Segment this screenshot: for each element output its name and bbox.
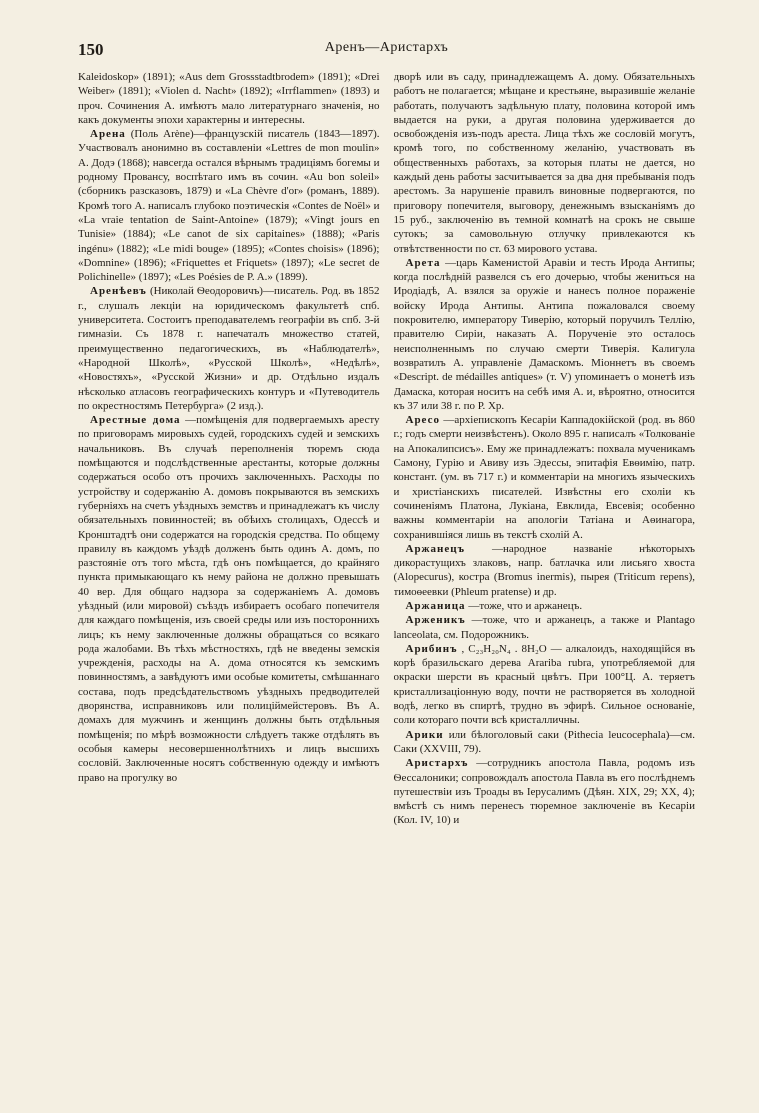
entry-text: —народное названіе нѣкоторыхъ дикорастущихъ злаковъ, напр. батлачка или лисьяго хвоста (Alopecurus), костра (Bromus inermis), пырея (Triticum repens), тимоѳеевки (Phleum pratense) и др. [393,542,695,598]
dictionary-entry [394,728,696,757]
entry-headword: Аржанецъ [405,542,466,555]
entry-text: —тоже, что и аржанецъ. [468,599,583,612]
text-columns [78,70,695,1103]
entry-text: —тоже, что и аржанецъ, а также и Plantago lanceolata, см. Подорожникъ. [393,614,695,641]
entry-headword: Арена [90,128,126,141]
dictionary-entry [394,542,696,599]
page-header [78,40,695,64]
left-column [78,70,380,1103]
right-column [394,70,696,1103]
entry-text: (Николай Ѳеодоровичъ)—писатель. Род. въ 1852 г., слушалъ лекціи на юридическомъ факультетѣ спб. университета. Состоитъ преподавателемъ географіи въ спб. 3-й гимназіи. Съ 1878 г. напечаталъ множество статей, преимущественно педагогическихъ, въ «Наблюдателѣ», «Народной Школѣ», «Русской Школѣ», «Недѣлѣ», «Новостяхъ», «Русской Жизни» и др. Отдѣльно издалъ нѣсколько атласовъ географическихъ контуръ и «Путеводитель по окрестностямъ Петербурга» (2 изд.). [78,285,380,412]
entry-headword: Арибинъ [405,642,458,655]
dictionary-entry [394,413,696,542]
running-title: Аренъ—Аристархъ [324,40,449,55]
dictionary-entry [394,613,696,642]
dictionary-entry [394,599,696,613]
entry-headword: Аристархъ [405,757,469,770]
entry-headword: Аренѣевъ [90,285,147,298]
entry-text: (Поль Arène)—французскій писатель (1843—1897). Участвовалъ анонимно въ составленіи «Lettres de mon moulin» А. Додэ (1868); навсегда остался вѣрнымъ традиціямъ богемы и родному Провансу, воспѣтаго имъ въ сочин. «Au bon soleil» (сборникъ разсказовъ, 1879) и «La Chèvre d'or» (романъ, 1889). Кромѣ того А. написалъ глубоко поэтическія «Contes de Noël» и «La vraie tentation de Saint-Antoine» (1879); «Vingt jours en Tunisie» (1884); «Le canot de six capitaines» (1888); «Paris ingénu» (1882); «Le midi bouge» (1895); «Contes choisis» (1896); «Domnine» (1896); «Friquettes et Friquets» (1897); «Le secret de Polichinelle» (1897); «Les Poésies de P. A.» (1899). [78,128,380,284]
entry-text: дворѣ или въ саду, принадлежащемъ А. дому. Обязательныхъ работъ не полагается; мѣщане и крестьяне, выразившіе желаніе работать, получаютъ задѣльную плату, половина которой имъ выдается на руки, а другая половина удерживается до освобожденія изъ-подъ ареста. Лица тѣхъ же сословій могутъ, кромѣ того, по собственному желанію, участвовать въ общественныхъ работахъ, за которыя платы не дается, но каждый день работы засчитывается за два дня пребыванія подъ арестомъ. За нарушеніе правилъ виновные подвергаются, по приговору попечителя, выговору, денежнымъ взысканіямъ до 15 руб., заключенію въ темной комнатѣ на срокъ не свыше сутокъ; за самовольную отлучку привлекаются къ отвѣтственности по ст. 63 мирового устава. [393,71,695,255]
dictionary-entry [78,413,380,785]
page-number: 150 [78,40,104,59]
entry-text: —помѣщенія для подвергаемыхъ аресту по приговорамъ мировыхъ судей, городскихъ судей и земскихъ начальниковъ. Въ случаѣ переполненія тюремъ сюда помѣщаются и подслѣдственные арестанты, которые должны содержаться особо отъ прочихъ заключенныхъ. Расходы по устройству и содержанію А. домовъ покрываются въ земскихъ губерніяхъ на счетъ уѣздныхъ земствъ и принадлежатъ къ числу обязательныхъ повинностей; въ обѣихъ столицахъ, Одессѣ и Кронштадтѣ они содержатся на городскія средства. По общему правилу въ каждомъ уѣздѣ долженъ быть одинъ А. домъ, по разстояніе отъ того мѣста, гдѣ онъ помѣщается, до крайняго пункта примыкающаго къ нему района не должно превышать 40 вер. Для общаго надзора за содержаніемъ А. домовъ уѣздный (или мировой) съѣздъ избираетъ особаго попечителя для каждаго помѣщенія, изъ своей среды или изъ постороннихъ лицъ; къ нему заключенные должны обращаться со всякаго рода жалобами. Въ тѣхъ мѣстностяхъ, гдѣ не введены земскія учрежденія, расходы на А. дома относятся къ земскимъ повинностямъ, а завѣдуютъ ими особые комитеты, смѣшаннаго состава, подъ предсѣдательствомъ уѣздныхъ предводителей дворянства, исправниковъ или полиціймейстеровъ. Въ А. домахъ для мужчинъ и женщинъ должны быть отдѣльныя помѣщенія; по мѣрѣ возможности слѣдуетъ также отдѣлять въ особыя камеры несовершеннолѣтнихъ и лицъ высшихъ сословій. Заключенные носятъ собственную одежду и имѣютъ право на прогулку во [78,414,380,784]
entry-headword: Арики [405,728,444,741]
entry-text: —сотрудникъ апостола Павла, родомъ изъ Ѳессалоники; сопровождалъ апостола Павла въ его послѣднемъ путешествіи изъ Троады въ Іерусалимъ (Дѣян. XIX, 29; XX, 4); вмѣстѣ съ нимъ перенесъ тюремное заключеніе въ Кесаріи (Кол. IV, 10) и [393,757,695,827]
dictionary-entry [394,756,696,827]
entry-text: —царь Каменистой Аравіи и тесть Ирода Антипы; когда послѣдній развелся съ его дочерью, чтобы жениться на Иродіадѣ, А. взялся за оружіе и нанесъ полное пораженіе войску Ирода Антипы. Антипа пожаловался своему покровителю, императору Тиверію, который поручилъ Теллію, правителю Сиріи, наказать А. Порученіе это осталось неисполненнымъ по случаю смерти Тиверія. Калигула возвратилъ А. управленіе Дамаскомъ. Міоннетъ въ своемъ «Descript. de médailles antiques» (т. V) упоминаетъ о монетѣ изъ Дамаска, которая носитъ на себѣ имя А. и, вѣроятно, относится къ 37 или 38 г. по Р. Хр. [393,256,695,412]
entry-text: Kaleidoskop» (1891); «Aus dem Grossstadtbrodem» (1891); «Drei Weiber» (1891); «Violen d. Nacht» (1892); «Irrflammen» (1893) и проч. Сочинения А. имѣютъ мало литературнаго значенія, но какъ документы эпохи характерны и интересны. [78,71,380,126]
entry-headword: Аржаница [405,599,466,612]
entry-text: , C₂₃H₂₀N₄ . 8H₂O — алкалоидъ, находящійся въ корѣ бразильскаго дерева Arariba rubra, употребляемой для окраски шерсти въ красный цвѣтъ. При 100°Ц. А. теряетъ кристаллизаціонную воду, почти не растворяется въ холодной водѣ, легко въ спиртѣ, трудно въ эфирѣ. Сильное основаніе, соли котораго почти всѣ кристалличны. [393,642,695,727]
dictionary-entry [78,284,380,413]
entry-headword: Арестные дома [90,414,181,427]
entry-headword: Арженикъ [405,614,466,627]
dictionary-entry [78,127,380,284]
entry-headword: Аресо [405,414,440,427]
entry-text: —архіепископъ Кесаріи Каппадокійской (род. въ 860 г.; годъ смерти неизвѣстенъ). Около 895 г. написалъ «Толкованіе на Апокалипсисъ». Ему же принадлежатъ: похвала мученикамъ Самону, Гурію и Авиву изъ Эдессы, эпитафія Евѳимію, патр. констант. (ум. въ 717 г.) и комментаріи на многихъ языческихъ и христіанскихъ писателей. Извѣстны его схоліи къ сочиненіямъ Платона, Лукіана, Евклида, Евсевія; особенно важны комментаріи на апологіи Татіана и Аѳинагора, сохранившіяся лишь въ текстѣ схолій А. [393,414,695,541]
entry-continuation [394,70,696,256]
entry-text: или бѣлоголовый саки (Pithecia leucocephala)—см. Саки (XXVIII, 79). [393,728,695,755]
entry-continuation [78,70,380,127]
dictionary-entry [394,642,696,728]
entry-headword: Арета [405,256,441,269]
dictionary-entry [394,256,696,413]
